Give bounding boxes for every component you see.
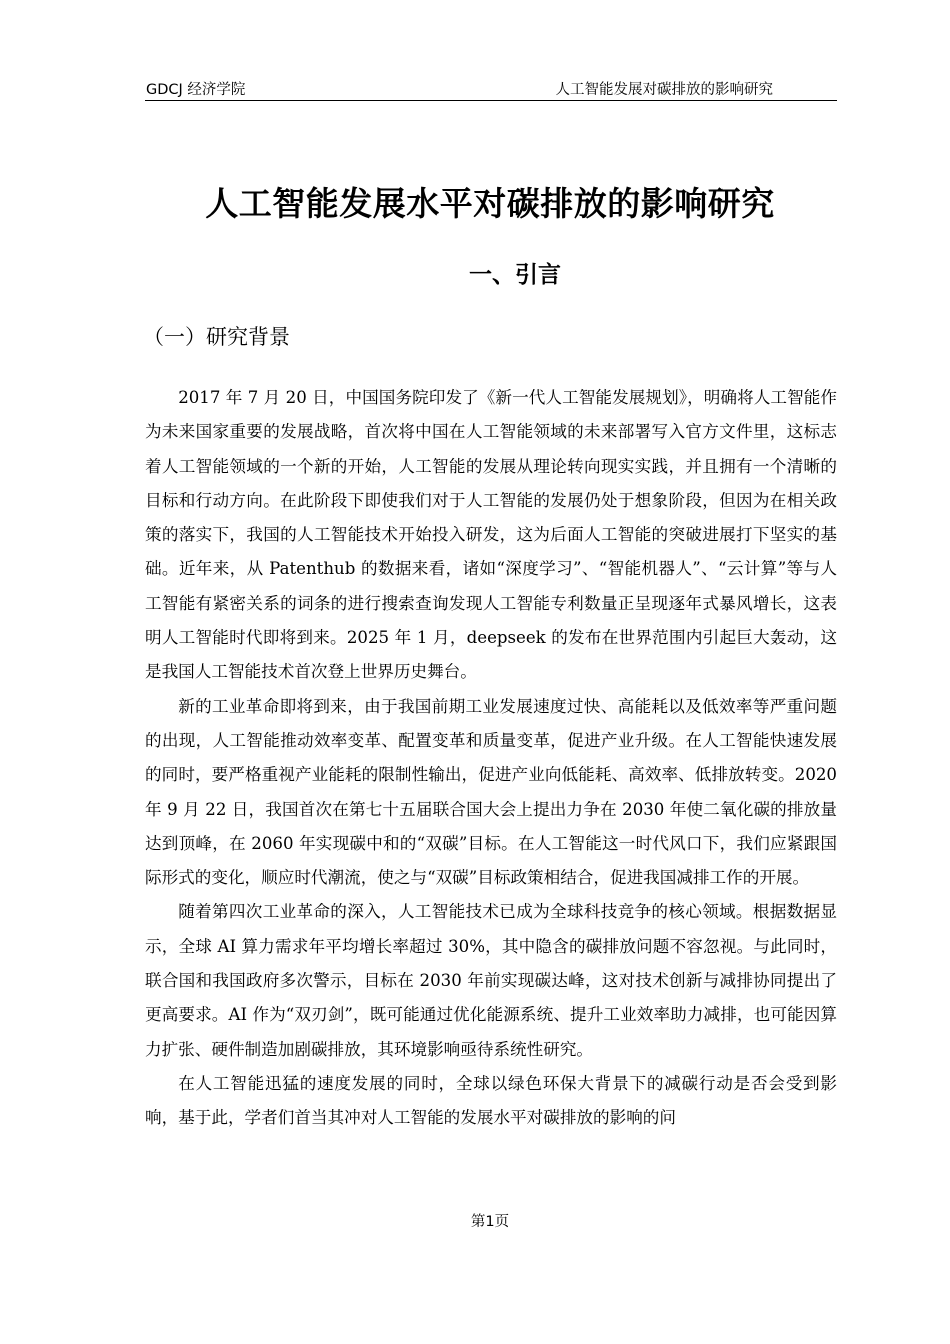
body-text	[145, 381, 837, 1136]
section-heading: 一、引言	[469, 262, 561, 288]
header-institution: GDCJ 经济学院	[146, 82, 246, 98]
header-running-title: 人工智能发展对碳排放的影响研究	[555, 82, 773, 98]
subsection-heading: （一）研究背景	[143, 325, 290, 349]
paragraph-3: 随着第四次工业革命的深入，人工智能技术已成为全球科技竞争的核心领域。根据数据显示，全球 AI 算力需求年平均增长率超过 30%，其中隐含的碳排放问题不容忽视。与此同时，联合国和我国政府多次警示，目标在 2030 年前实现碳达峰，这对技术创新与减排协同提出了更高要求。AI 作为“双刃剑”，既可能通过优化能源系统、提升工业效率助力减排，也可能因算力扩张、硬件制造加剧碳排放，其环境影响亟待系统性研究。	[145, 902, 837, 1059]
paragraph-2: 新的工业革命即将到来，由于我国前期工业发展速度过快、高能耗以及低效率等严重问题的出现，人工智能推动效率变革、配置变革和质量变革，促进产业升级。在人工智能快速发展的同时，要严格重视产业能耗的限制性输出，促进产业向低能耗、高效率、低排放转变。2020 年 9 月 22 日，我国首次在第七十五届联合国大会上提出力争在 2030 年使二氧化碳的排放量达到顶峰，在 2060 年实现碳中和的“双碳”目标。在人工智能这一时代风口下，我们应紧跟国际形式的变化，顺应时代潮流，使之与“双碳”目标政策相结合，促进我国减排工作的开展。	[145, 696, 837, 888]
paper-title: 人工智能发展水平对碳排放的影响研究	[205, 184, 775, 223]
paragraph-4: 在人工智能迅猛的速度发展的同时，全球以绿色环保大背景下的减碳行动是否会受到影响，基于此，学者们首当其冲对人工智能的发展水平对碳排放的影响的问	[145, 1073, 837, 1128]
page-number: 第1页	[470, 1214, 510, 1230]
paragraph-1: 2017 年 7 月 20 日，中国国务院印发了《新一代人工智能发展规划》，明确将人工智能作为未来国家重要的发展战略，首次将中国在人工智能领域的未来部署写入官方文件里，这标志着人工智能领域的一个新的开始，人工智能的发展从理论转向现实实践，并且拥有一个清晰的目标和行动方向。在此阶段下即使我们对于人工智能的发展仍处于想象阶段，但因为在相关政策的落实下，我国的人工智能技术开始投入研发，这为后面人工智能的突破进展打下坚实的基础。近年来，从 Patenthub 的数据来看，诸如“深度学习”、“智能机器人”、“云计算”等与人工智能有紧密关系的词条的进行搜索查询发现人工智能专利数量正呈现逐年式暴风增长，这表明人工智能时代即将到来。2025 年 1 月，deepseek 的发布在世界范围内引起巨大轰动，这是我国人工智能技术首次登上世界历史舞台。	[145, 388, 837, 682]
page-header	[145, 78, 837, 101]
